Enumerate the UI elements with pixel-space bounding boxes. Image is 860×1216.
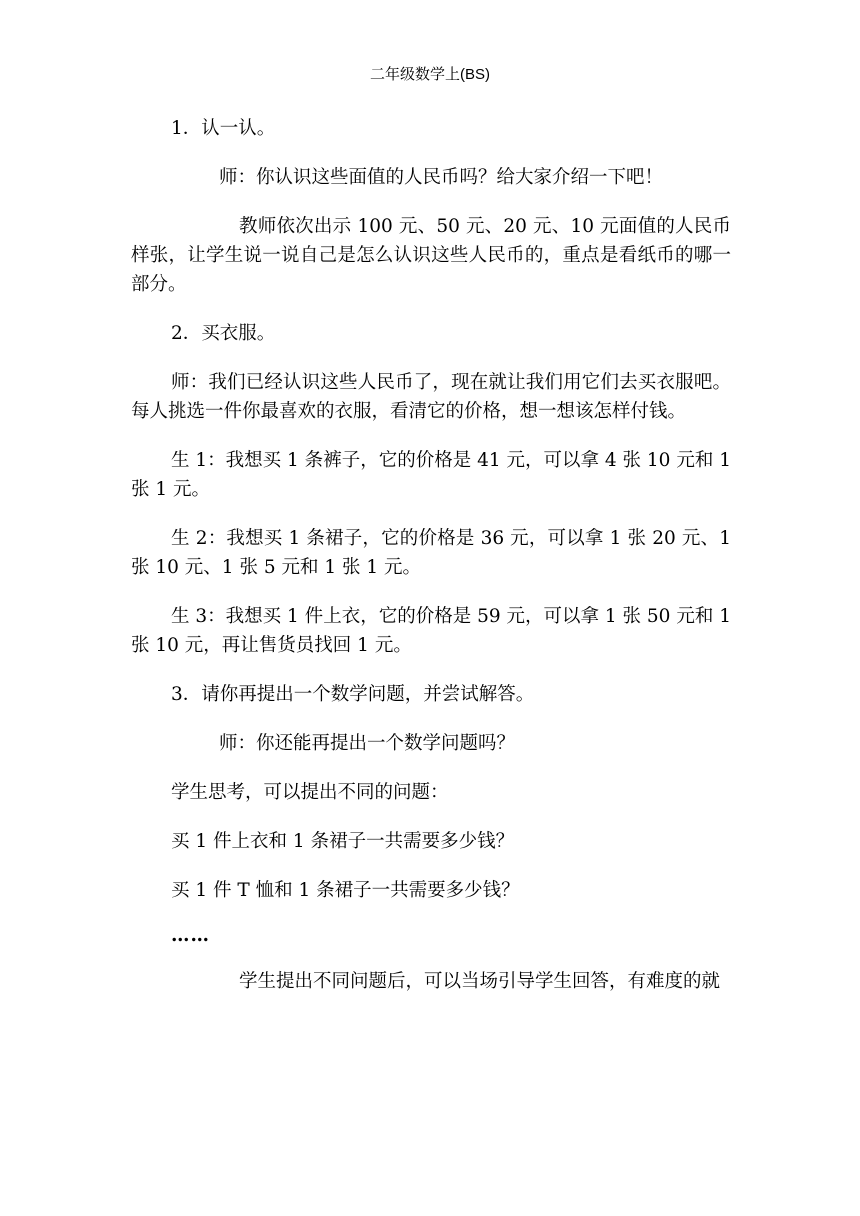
- teacher-line: 师：你认识这些面值的人民币吗？给大家介绍一下吧！: [219, 167, 664, 188]
- paragraph: 学生提出不同问题后，可以当场引导学生回答，有难度的就: [239, 971, 721, 992]
- page-header: 二年级数学上(BS): [369, 66, 490, 83]
- student-line: 生 1：我想买 1 条裤子，它的价格是 41 元，可以拿 4 张 10 元和 1 张 1 元。: [131, 450, 731, 500]
- paragraph: 学生思考，可以提出不同的问题：: [171, 782, 449, 803]
- paragraph: 教师依次出示 100 元、50 元、20 元、10 元面值的人民币样张，让学生说一说自己是怎么认识这些人民币的，重点是看纸币的哪一部分。: [131, 216, 731, 295]
- question-item: 买 1 件 T 恤和 1 条裙子一共需要多少钱？: [171, 880, 520, 901]
- section-heading-1: 1．认一认。: [171, 118, 276, 139]
- document-body: [131, 114, 731, 1016]
- student-line: 生 2：我想买 1 条裙子，它的价格是 36 元，可以拿 1 张 20 元、1 张 10 元、1 张 5 元和 1 张 1 元。: [131, 528, 731, 578]
- teacher-line: 师：我们已经认识这些人民币了，现在就让我们用它们去买衣服吧。每人挑选一件你最喜欢的衣服，看清它的价格，想一想该怎样付钱。: [131, 372, 731, 422]
- ellipsis: ……: [171, 925, 210, 946]
- student-line: 生 3：我想买 1 件上衣，它的价格是 59 元，可以拿 1 张 50 元和 1 张 10 元，再让售货员找回 1 元。: [131, 606, 731, 656]
- teacher-line: 师：你还能再提出一个数学问题吗？: [219, 733, 516, 754]
- question-item: 买 1 件上衣和 1 条裙子一共需要多少钱？: [171, 831, 515, 852]
- section-heading-2: 2．买衣服。: [171, 323, 276, 344]
- section-heading-3: 3．请你再提出一个数学问题，并尝试解答。: [171, 684, 535, 705]
